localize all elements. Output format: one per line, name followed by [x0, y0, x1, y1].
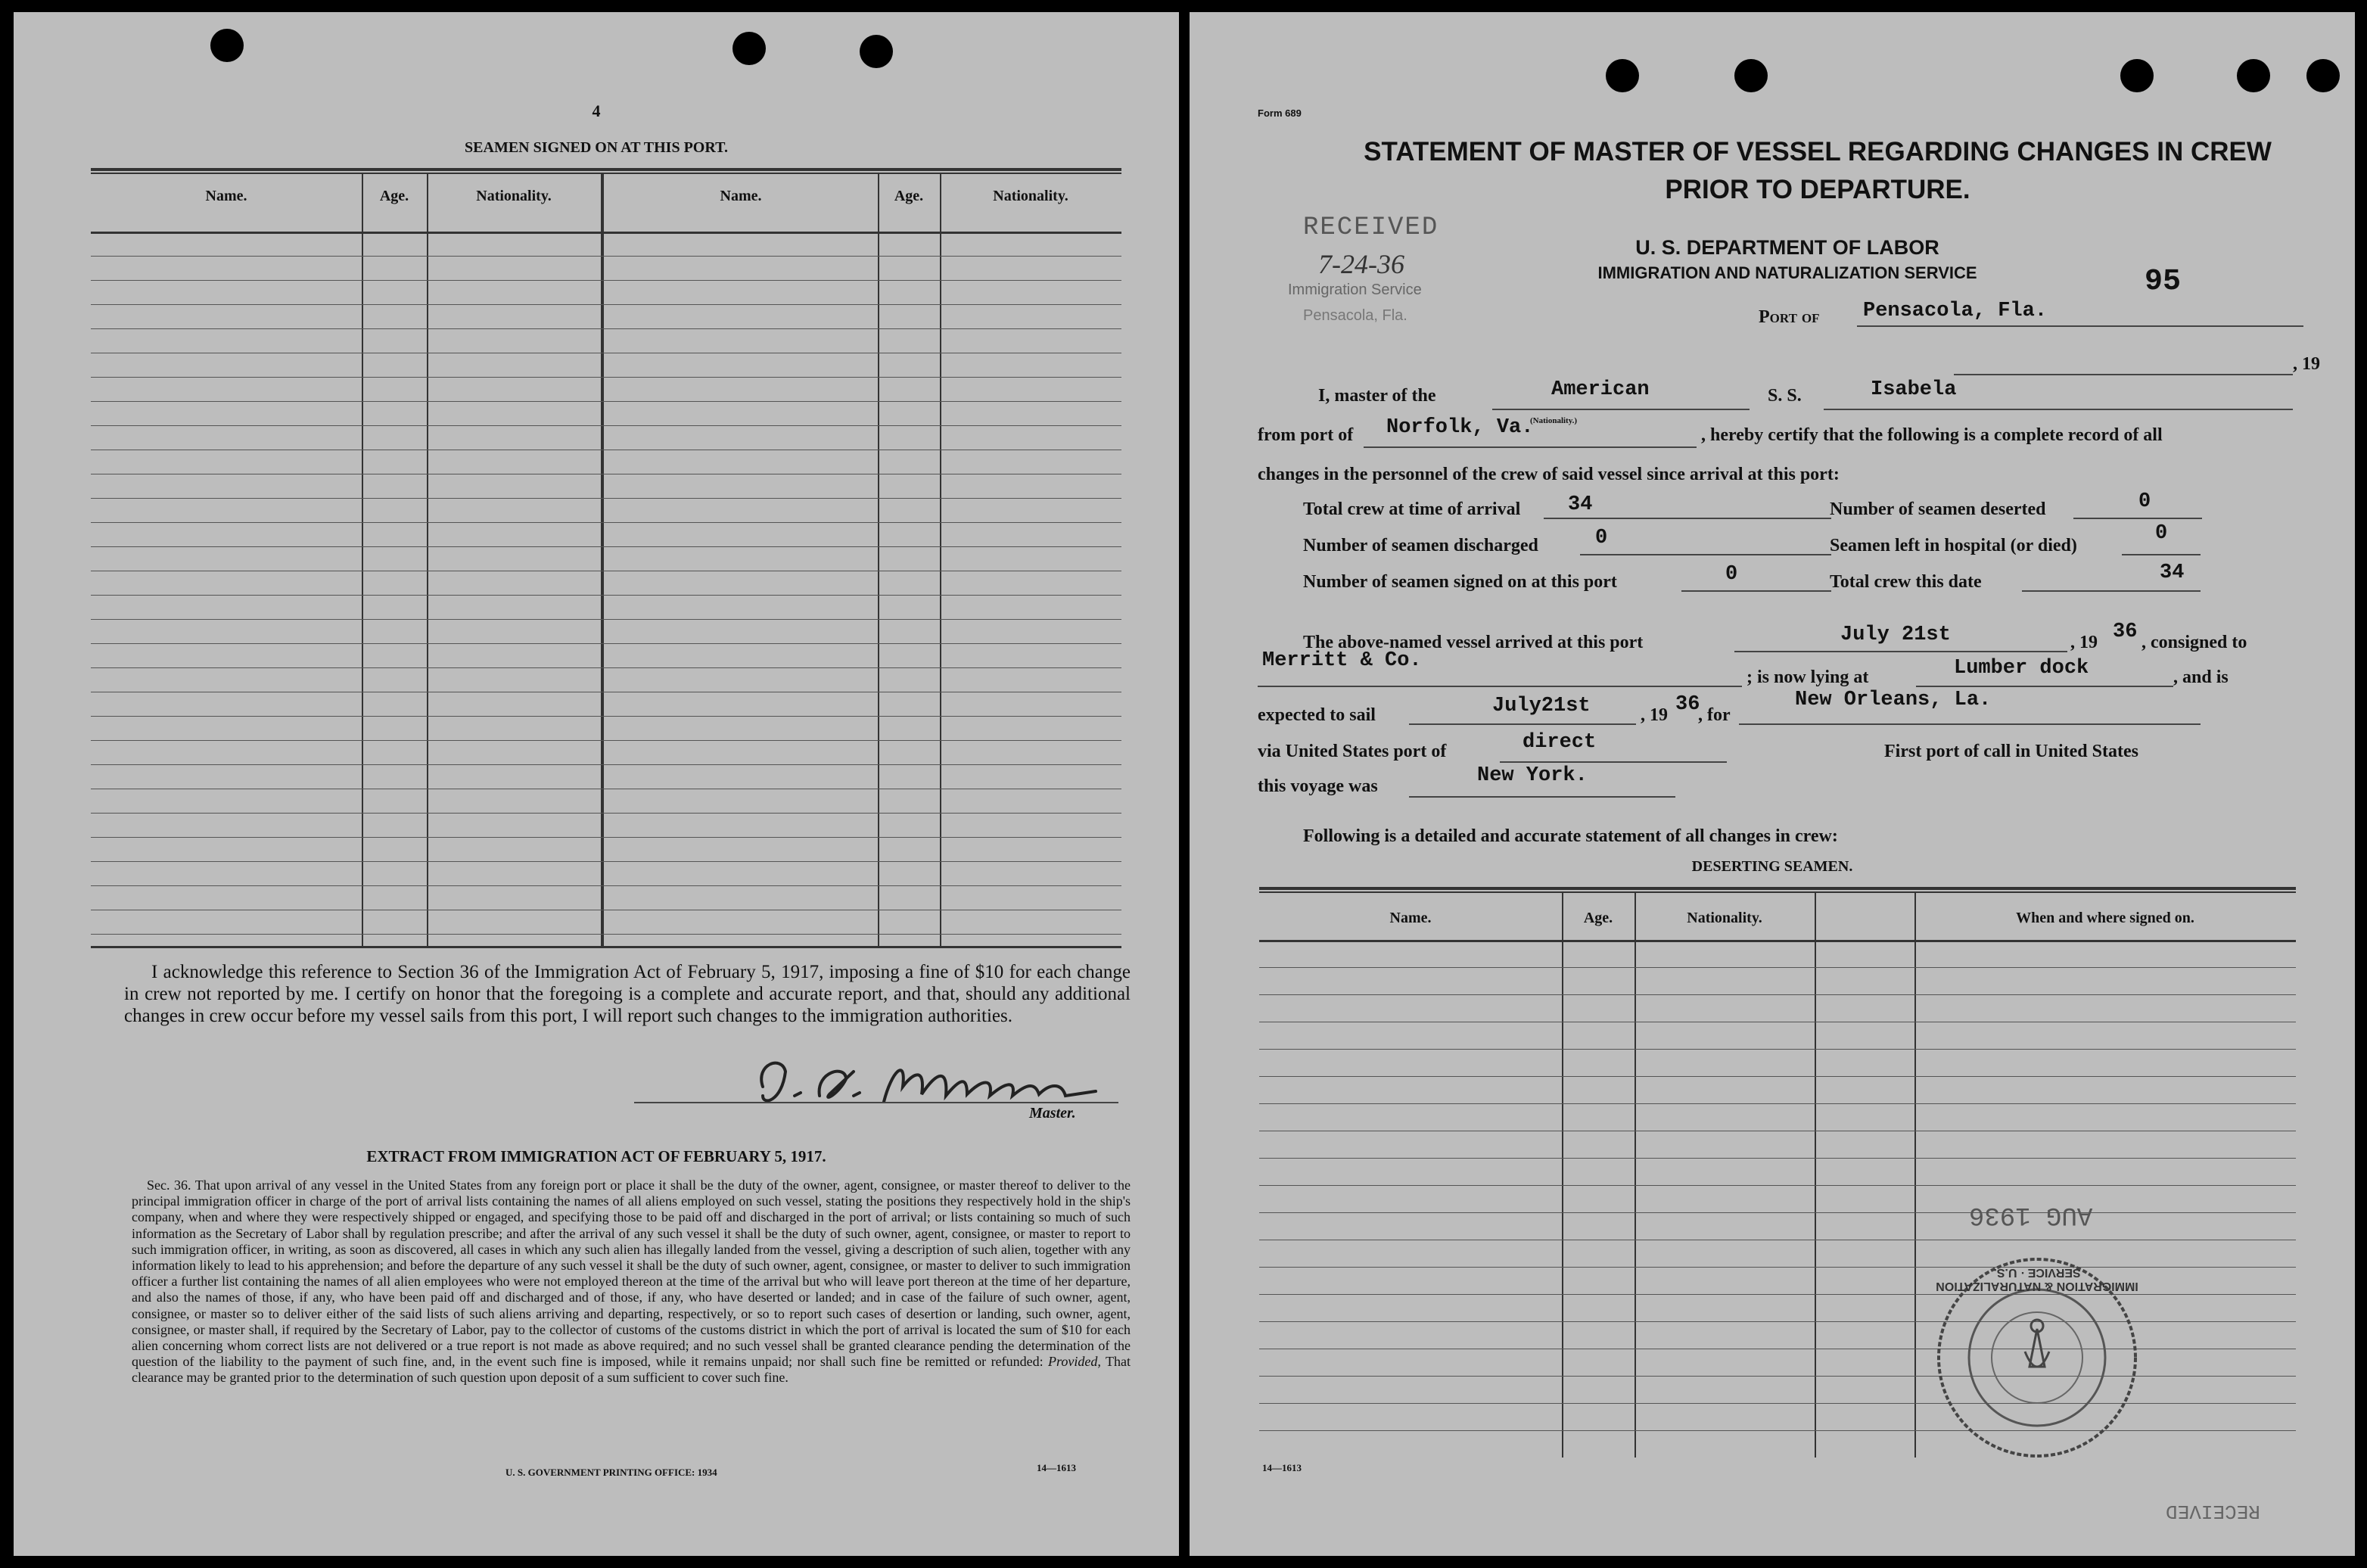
stamp-city: Pensacola, Fla. [1303, 307, 1407, 324]
received-stamp-bottom: RECEIVED [2166, 1500, 2260, 1523]
punch-hole [1734, 59, 1768, 92]
consigned-to-label: , consigned to [2141, 633, 2247, 652]
department: U. S. DEPARTMENT OF LABOR [1635, 236, 1939, 259]
from-port-value: Norfolk, Va. [1386, 416, 1534, 439]
stamp-date: 7-24-36 [1318, 249, 1404, 279]
total-crew-date-value: 34 [2160, 562, 2185, 584]
table-row [91, 377, 1121, 378]
first-port-label: First port of call in United States [1884, 742, 2138, 761]
following-text: Following is a detailed and accurate statement of all changes in crew: [1303, 826, 1838, 846]
this-voyage-label: this voyage was [1258, 776, 1378, 796]
column-header: Age. [1583, 910, 1613, 926]
certify-text: , hereby certify that the following is a complete record of all [1701, 425, 2163, 445]
immigration-seal-stamp [1933, 1253, 2141, 1462]
signed-on-label: Number of seamen signed on at this port [1303, 572, 1617, 592]
punch-hole [732, 32, 766, 65]
signature-role: Master. [1029, 1105, 1076, 1122]
deserted-value: 0 [2138, 490, 2151, 513]
via-port-value: direct [1523, 731, 1597, 754]
title-line-2: PRIOR TO DEPARTURE. [1665, 175, 1970, 204]
column-header: Name. [720, 188, 762, 204]
table-row [91, 837, 1121, 838]
total-crew-arrival-label: Total crew at time of arrival [1303, 499, 1521, 519]
table-row [1259, 1076, 2296, 1077]
ss-label: S. S. [1768, 386, 1802, 406]
vessel-nationality: American [1551, 378, 1650, 401]
punch-hole [1606, 59, 1639, 92]
left-page [14, 12, 1179, 1556]
extract-section: Sec. 36. [147, 1178, 191, 1193]
changes-text: changes in the personnel of the crew of said vessel since arrival at this port: [1258, 465, 1840, 484]
table-row [91, 328, 1121, 329]
table-row [1259, 1158, 2296, 1159]
table-row [91, 716, 1121, 717]
stamp-received-text: RECEIVED [1303, 213, 1439, 242]
discharged-label: Number of seamen discharged [1303, 536, 1538, 555]
column-header: Nationality. [1687, 910, 1762, 926]
table-row [91, 643, 1121, 644]
page-number: 4 [592, 101, 601, 120]
arrived-text: The above-named vessel arrived at this port [1303, 633, 1644, 652]
table-row [1259, 1103, 2296, 1104]
deserting-title: DESERTING SEAMEN. [1691, 858, 1853, 875]
for-label: , for [1698, 705, 1731, 725]
ship-name: Isabela [1871, 378, 1957, 401]
seal-date: AUG 1936 [1969, 1200, 2093, 1229]
column-header: When and where signed on. [2016, 910, 2194, 926]
table-row [91, 885, 1121, 886]
table-row [91, 813, 1121, 814]
extract-body: That upon arrival of any vessel in the United States from any foreign port or place it shall be the duty of the owner, agent, consignee, or master thereof to deliver to the principal immigration officer in charge of the port of arrival lists containing the names of all aliens employed on such vessel, stating the positions they respectively hold in the ship's company, when and where they were respectively shipped or engaged, and specifying those to be paid off and discharged in the port of arrival; or lists containing so much of such information as the Secretary of Labor shall by regulation prescribe; and after the arrival of any such vessel it shall be the duty of such owner, agent, consignee, or master to report to such immigration officer, in writing, as soon as discovered, all cases in which any such alien has illegally landed from the vessel, giving a description of such alien, together with any information likely to lead to his apprehension; and before the departure of any such vessel it shall be the duty of such owner, agent, consignee, or master to deliver to such immigration officer a further list containing the names of all alien employees who were not employed thereon at the time of the arrival but who will leave port thereon at the time of her departure, and also the names of those, if any, who have been paid off and discharged and of those, if any, who have deserted or landed; and in case of the failure of such owner, agent, consignee, or master so to deliver either of the said lists of such aliens arriving and departing, respectively, or so to report such cases of desertion or landing, such owner, agent, consignee, or master shall, if required by the Secretary of Labor, pay to the collector of customs of the customs district in which the port of arrival is located the sum of $10 for each alien concerning whom correct lists are not delivered or a true report is not made as above required; and no such vessel shall be granted clearance pending the determination of the question of the liability to the payment of such fine, and, in the event such fine is imposed, while it remains unpaid; nor shall such fine be remitted or refunded: [132, 1178, 1131, 1370]
extract-proviso-word: Provided, [1048, 1354, 1101, 1370]
lying-at-label: ; is now lying at [1746, 667, 1869, 687]
table-row [91, 425, 1121, 426]
extract-title: EXTRACT FROM IMMIGRATION ACT OF FEBRUARY 5, 1917. [366, 1147, 826, 1165]
expected-to-sail-label: expected to sail [1258, 705, 1376, 725]
destination: New Orleans, La. [1795, 689, 1992, 711]
hospital-value: 0 [2155, 522, 2168, 545]
table-row [91, 934, 1121, 935]
table-row [91, 401, 1121, 402]
extract-proviso: That clearance may be granted prior to the determination of such question upon deposit of a sum sufficient to cover such fine. [132, 1354, 1131, 1386]
table-row [91, 740, 1121, 741]
table-title: SEAMEN SIGNED ON AT THIS PORT. [465, 139, 728, 156]
column-header: Name. [205, 188, 247, 204]
table-row [91, 256, 1121, 257]
year-prefix: , 19 [2293, 354, 2320, 374]
total-crew-date-label: Total crew this date [1830, 572, 1982, 592]
port-label: Port of [1759, 307, 1820, 327]
table-row [91, 522, 1121, 523]
port-value: Pensacola, Fla. [1863, 300, 2048, 322]
location: Lumber dock [1954, 657, 2089, 680]
arrival-date: July 21st [1840, 624, 1951, 646]
form-number: Form 689 [1258, 107, 1302, 119]
punch-hole [2120, 59, 2154, 92]
column-header: Age. [379, 188, 409, 204]
table-row [91, 595, 1121, 596]
punch-hole [2237, 59, 2270, 92]
via-port-label: via United States port of [1258, 742, 1447, 761]
sail-date: July21st [1492, 695, 1591, 717]
table-row [1259, 1185, 2296, 1186]
table-row [91, 546, 1121, 547]
consignee: Merritt & Co. [1262, 649, 1422, 672]
column-header: Nationality. [476, 188, 552, 204]
year-prefix-sail: , 19 [1641, 705, 1668, 725]
punch-hole [860, 35, 893, 68]
table-row [91, 667, 1121, 668]
signed-on-value: 0 [1725, 563, 1738, 586]
table-row [91, 280, 1121, 281]
punch-hole [2306, 59, 2340, 92]
table-row [1259, 967, 2296, 968]
table-row [1259, 994, 2296, 995]
table-row [91, 304, 1121, 305]
title-line-1: STATEMENT OF MASTER OF VESSEL REGARDING CHANGES IN CREW [1364, 137, 2272, 166]
column-header: Nationality. [993, 188, 1068, 204]
form-title [1295, 133, 2340, 209]
sail-year: 36 [1675, 693, 1700, 716]
table-row [1259, 1049, 2296, 1050]
table-row [1259, 1212, 2296, 1213]
table-row [91, 619, 1121, 620]
column-header: Age. [894, 188, 924, 204]
punch-hole [210, 29, 244, 62]
discharged-value: 0 [1595, 527, 1608, 549]
right-page [1190, 12, 2355, 1556]
total-crew-arrival-value: 34 [1568, 493, 1593, 516]
service: IMMIGRATION AND NATURALIZATION SERVICE [1597, 263, 1977, 282]
nationality-caption: (Nationality.) [1530, 416, 1578, 425]
arrival-year: 36 [2113, 621, 2138, 643]
document-number: 95 [2145, 265, 2182, 299]
table-row [91, 861, 1121, 862]
table-row [91, 498, 1121, 499]
hospital-label: Seamen left in hospital (or died) [1830, 536, 2077, 555]
first-port-value: New York. [1477, 764, 1588, 787]
acknowledgement-text: I acknowledge this reference to Section 36 of the Immigration Act of February 5, 1917, imposing a fine of $10 for each change in crew not reported by me. I certify on honor that the foregoing is a complete and accurate report, and that, should any additional changes in crew occur before my vessel sails from this port, I will report such changes to the immigration authorities. [124, 962, 1131, 1026]
seal-text: IMMIGRATION & NATURALIZATION SERVICE · U.S. [1936, 1266, 2138, 1293]
signature [740, 1041, 1149, 1125]
master-of-the-label: I, master of the [1318, 386, 1436, 406]
extract-text [132, 1178, 1131, 1386]
form-code-left: 14—1613 [1037, 1462, 1076, 1473]
year-prefix-arrival: , 19 [2070, 633, 2098, 652]
printing-office: U. S. GOVERNMENT PRINTING OFFICE: 1934 [505, 1467, 717, 1478]
column-header: Name. [1389, 910, 1432, 926]
table-row [91, 764, 1121, 765]
stamp-service: Immigration Service [1288, 282, 1422, 298]
form-code-right: 14—1613 [1262, 1462, 1302, 1473]
from-port-label: from port of [1258, 425, 1354, 445]
and-is-label: , and is [2173, 667, 2229, 687]
deserted-label: Number of seamen deserted [1830, 499, 2046, 519]
